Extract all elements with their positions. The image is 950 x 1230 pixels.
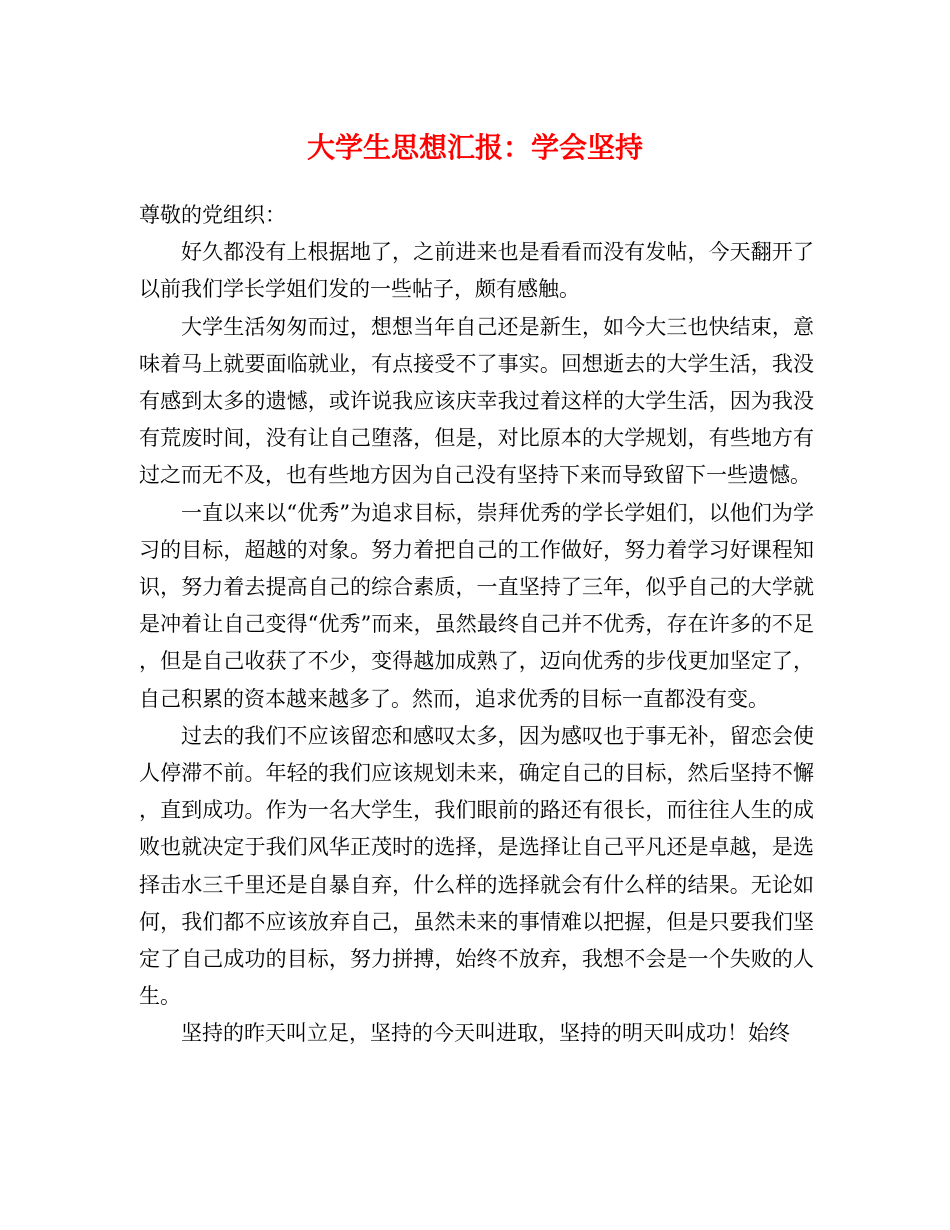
paragraph-5: 坚持的昨天叫立足，坚持的今天叫进取，坚持的明天叫成功！始终	[181, 1021, 790, 1046]
paragraph-4: 过去的我们不应该留恋和感叹太多，因为感叹也于事无补，留恋会使人停滞不前。年轻的我们应该规划未来，确定自己的目标，然后坚持不懈，直到成功。作为一名大学生，我们眼前的路还有很长，而往往人生的成败也就决定于我们风华正茂时的选择，是选择让自己平凡还是卓越，是选择击水三千里还是自暴自弃，什么样的选择就会有什么样的结果。无论如何，我们都不应该放弃自己，虽然未来的事情难以把握，但是只要我们坚定了自己成功的目标，努力拼搏，始终不放弃，我想不会是一个失败的人生。	[139, 723, 814, 1009]
paragraph-1: 好久都没有上根据地了，之前进来也是看看而没有发帖，今天翻开了以前我们学长学姐们发的一些帖子，颇有感触。	[139, 240, 814, 302]
document-body	[139, 197, 814, 1053]
salutation: 尊敬的党组织：	[139, 203, 286, 227]
paragraph-2: 大学生活匆匆而过，想想当年自己还是新生，如今大三也快结束，意味着马上就要面临就业，有点接受不了事实。回想逝去的大学生活，我没有感到太多的遗憾，或许说我应该庆幸我过着这样的大学生活，因为我没有荒废时间，没有让自己堕落，但是，对比原本的大学规划，有些地方有过之而无不及，也有些地方因为自己没有坚持下来而导致留下一些遗憾。	[139, 314, 814, 488]
paragraph-3: 一直以来以“优秀”为追求目标，崇拜优秀的学长学姐们，以他们为学习的目标，超越的对象。努力着把自己的工作做好，努力着学习好课程知识，努力着去提高自己的综合素质，一直坚持了三年，似乎自己的大学就是冲着让自己变得“优秀”而来，虽然最终自己并不优秀，存在许多的不足，但是自己收获了不少，变得越加成熟了，迈向优秀的步伐更加坚定了，自己积累的资本越来越多了。然而，追求优秀的目标一直都没有变。	[139, 500, 814, 711]
document-title: 大学生思想汇报：学会坚持	[306, 131, 643, 164]
